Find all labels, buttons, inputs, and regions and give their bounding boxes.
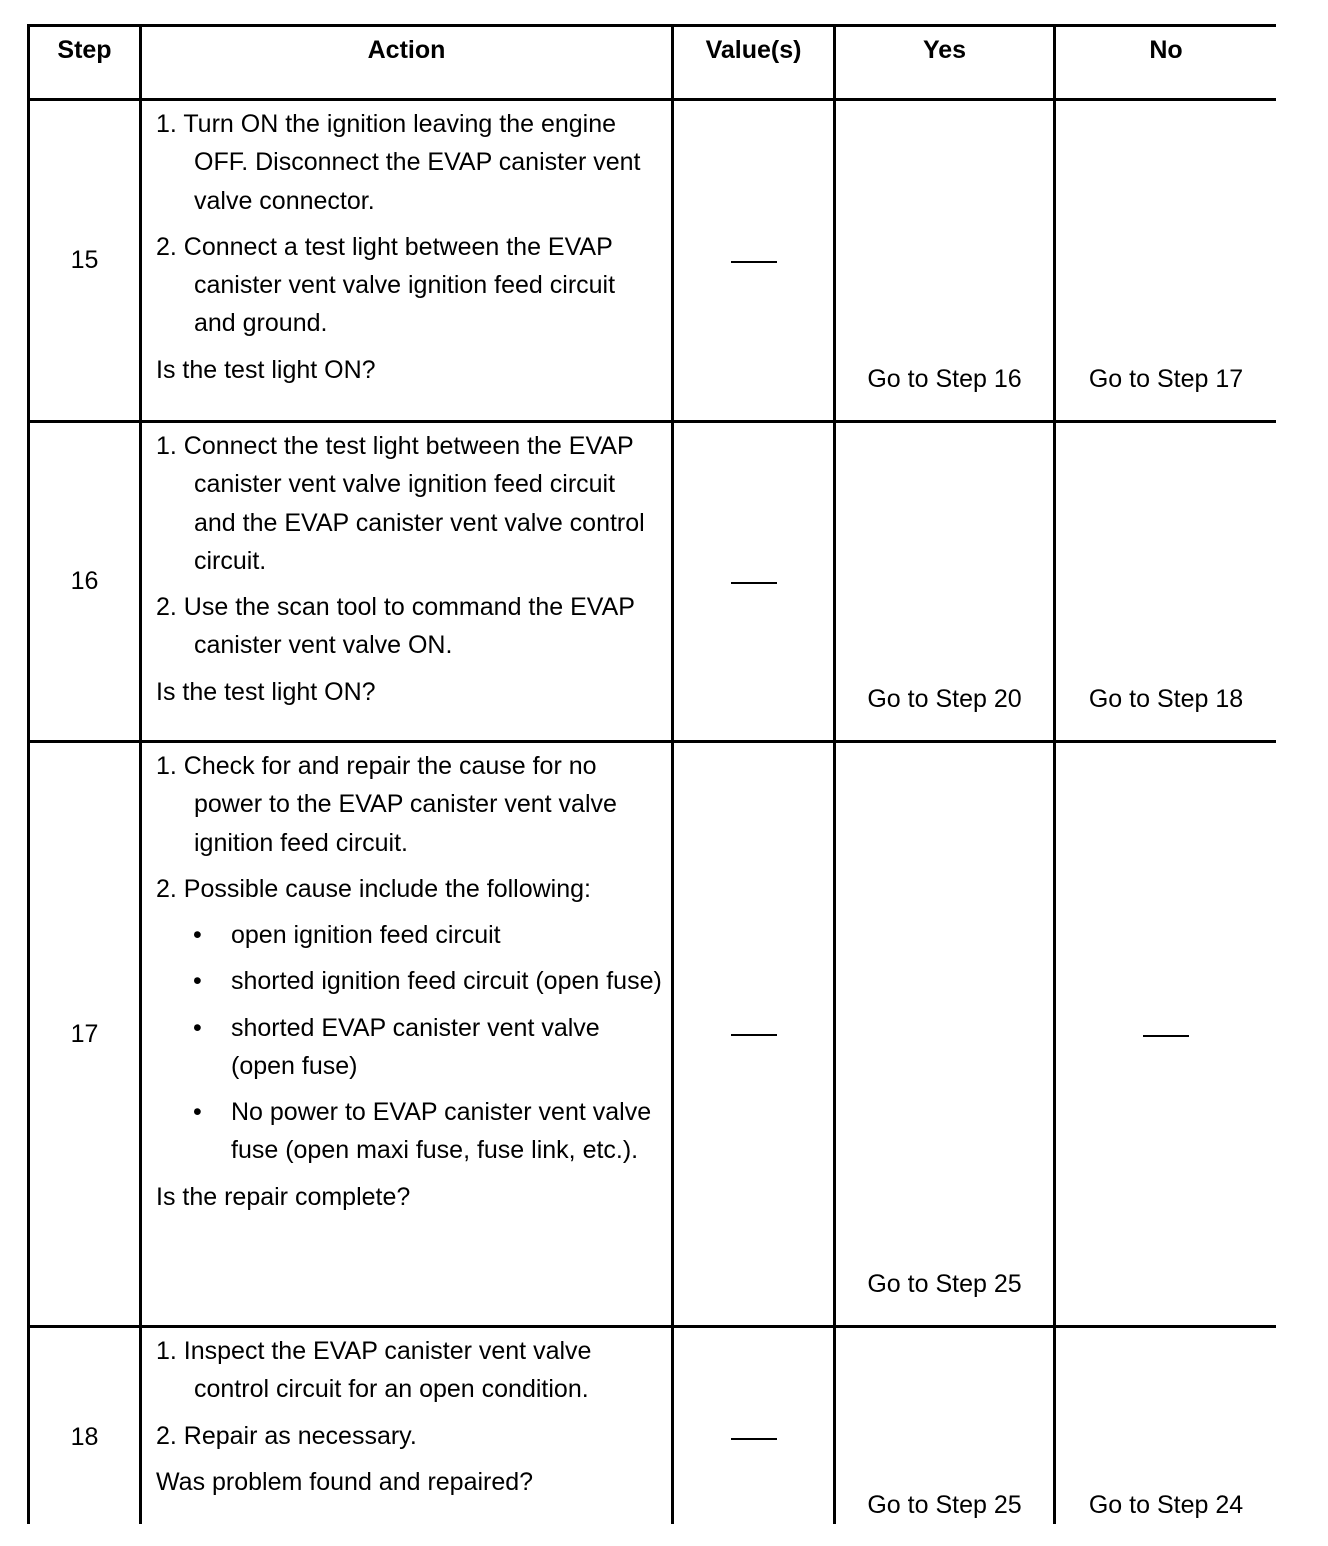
header-step: Step — [29, 26, 141, 100]
action-question: Is the test light ON? — [156, 677, 376, 706]
action-item: 2. Use the scan tool to command the EVAP canister vent valve ON. — [156, 593, 635, 660]
empty-dash — [731, 1034, 777, 1036]
bullet-text: shorted ignition feed circuit (open fuse) — [231, 967, 662, 996]
no-cell: Go to Step 24 — [1055, 1327, 1277, 1525]
step-number: 15 — [29, 100, 141, 422]
header-values: Value(s) — [673, 26, 835, 100]
yes-cell: Go to Step 25 — [835, 1327, 1055, 1525]
bullet-text: shorted EVAP canister vent valve (open fuse) — [231, 1013, 600, 1080]
values-cell — [673, 100, 835, 422]
action-cell — [141, 742, 673, 1327]
values-cell — [673, 742, 835, 1327]
empty-dash — [1143, 1035, 1189, 1037]
step-number: 16 — [29, 422, 141, 742]
table-row — [29, 100, 1277, 422]
action-cell — [141, 100, 673, 422]
empty-dash — [731, 1438, 777, 1440]
bullet-icon: • — [193, 1013, 202, 1042]
values-cell — [673, 1327, 835, 1525]
bullet-item — [156, 962, 663, 1000]
action-question: Is the repair complete? — [156, 1182, 411, 1211]
action-item: 2. Possible cause include the following: — [156, 874, 591, 903]
action-question: Is the test light ON? — [156, 355, 376, 384]
table-row — [29, 1327, 1277, 1525]
bullet-icon: • — [193, 1098, 202, 1126]
action-question: Was problem found and repaired? — [156, 1467, 534, 1496]
no-cell — [1055, 742, 1277, 1327]
bullet-icon: • — [193, 967, 202, 996]
bullet-item — [156, 1009, 663, 1086]
no-cell: Go to Step 18 — [1055, 422, 1277, 742]
yes-cell: Go to Step 25 — [835, 742, 1055, 1327]
bullet-icon: • — [193, 921, 202, 949]
action-cell — [141, 1327, 673, 1525]
empty-dash — [731, 261, 777, 263]
table-row — [29, 742, 1277, 1327]
bullet-item — [156, 916, 663, 954]
header-no: No — [1055, 26, 1277, 100]
action-cell — [141, 422, 673, 742]
action-item: 2. Connect a test light between the EVAP canister vent valve ignition feed circuit and ground. — [156, 232, 616, 338]
bullet-item — [156, 1093, 663, 1170]
header-yes: Yes — [835, 26, 1055, 100]
bullet-text: open ignition feed circuit — [231, 921, 501, 949]
diagnostic-table — [27, 24, 1276, 1524]
yes-cell: Go to Step 20 — [835, 422, 1055, 742]
action-item: 1. Inspect the EVAP canister vent valve control circuit for an open condition. — [156, 1337, 592, 1404]
action-item: 1. Check for and repair the cause for no power to the EVAP canister vent valve ignition feed circuit. — [156, 752, 617, 857]
step-number: 18 — [29, 1327, 141, 1525]
action-item: 2. Repair as necessary. — [156, 1421, 417, 1450]
bullet-text: No power to EVAP canister vent valve fuse (open maxi fuse, fuse link, etc.). — [231, 1098, 652, 1165]
yes-cell: Go to Step 16 — [835, 100, 1055, 422]
step-number: 17 — [29, 742, 141, 1327]
values-cell — [673, 422, 835, 742]
header-row — [29, 26, 1277, 100]
action-item: 1. Connect the test light between the EVAP canister vent valve ignition feed circuit and the EVAP canister vent valve control circuit. — [156, 432, 645, 575]
header-action: Action — [141, 26, 673, 100]
empty-dash — [731, 582, 777, 584]
action-item: 1. Turn ON the ignition leaving the engine OFF. Disconnect the EVAP canister vent valve connector. — [156, 110, 641, 215]
diagnostic-table-container — [27, 24, 1276, 1524]
no-cell: Go to Step 17 — [1055, 100, 1277, 422]
table-row — [29, 422, 1277, 742]
